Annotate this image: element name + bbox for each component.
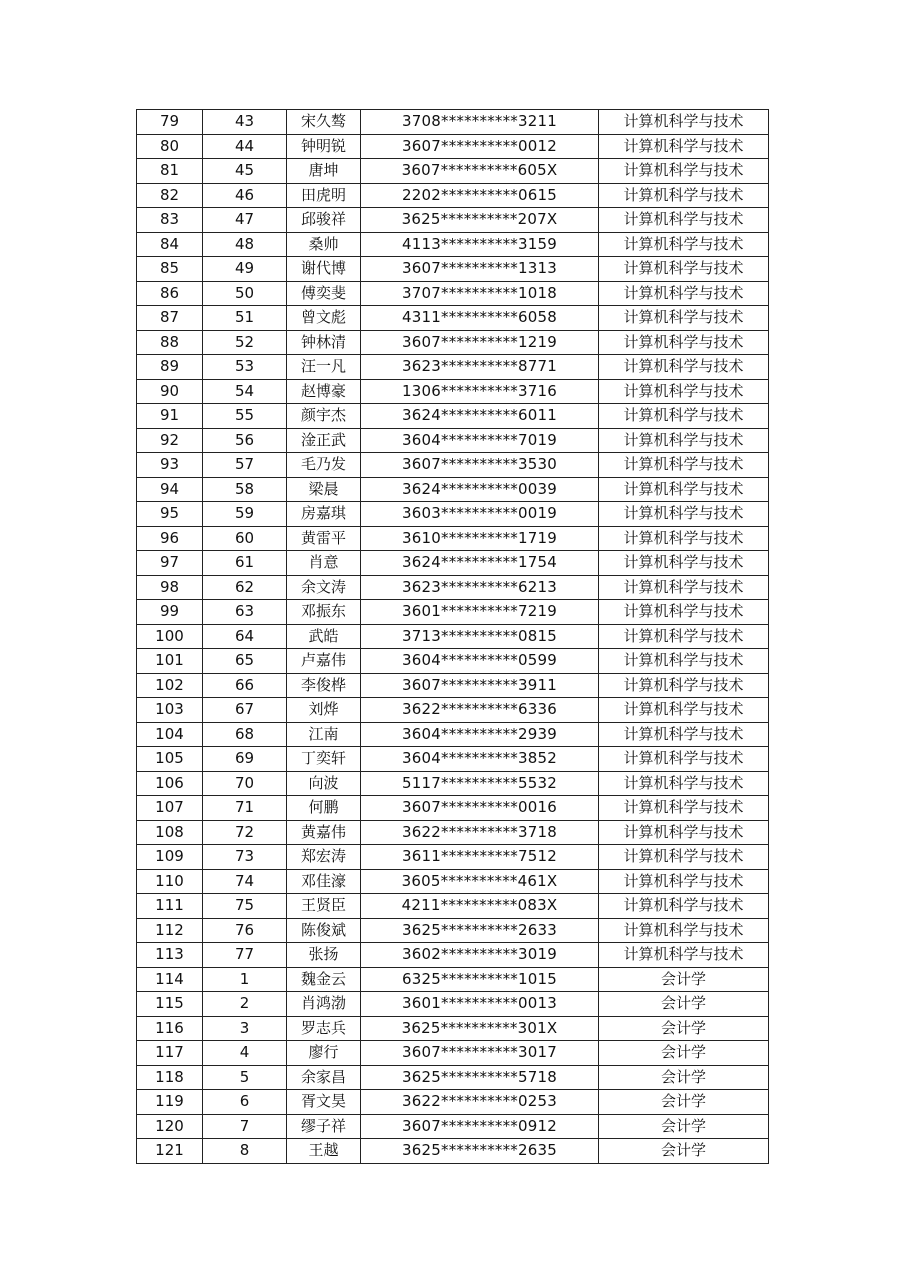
table-row [137,281,769,306]
cell-class-number: 69 [203,747,287,772]
cell-major: 计算机科学与技术 [599,771,769,796]
cell-class-number: 76 [203,918,287,943]
cell-class-number: 65 [203,649,287,674]
table-row [137,820,769,845]
cell-student-name: 廖行 [287,1041,361,1066]
cell-id-number: 3707**********1018 [361,281,599,306]
cell-sequence: 103 [137,698,203,723]
cell-sequence: 101 [137,649,203,674]
cell-student-name: 卢嘉伟 [287,649,361,674]
cell-class-number: 55 [203,404,287,429]
cell-major: 计算机科学与技术 [599,943,769,968]
cell-student-name: 江南 [287,722,361,747]
table-row [137,551,769,576]
cell-id-number: 3625**********2633 [361,918,599,943]
table-row [137,477,769,502]
cell-student-name: 肖意 [287,551,361,576]
cell-major: 计算机科学与技术 [599,183,769,208]
cell-class-number: 54 [203,379,287,404]
cell-id-number: 3623**********8771 [361,355,599,380]
cell-id-number: 2202**********0615 [361,183,599,208]
cell-class-number: 1 [203,967,287,992]
table-row [137,232,769,257]
cell-student-name: 胥文昊 [287,1090,361,1115]
table-row [137,183,769,208]
cell-id-number: 3625**********5718 [361,1065,599,1090]
cell-id-number: 4211**********083X [361,894,599,919]
cell-sequence: 84 [137,232,203,257]
cell-sequence: 115 [137,992,203,1017]
cell-sequence: 102 [137,673,203,698]
cell-student-name: 曾文彪 [287,306,361,331]
cell-class-number: 53 [203,355,287,380]
cell-major: 计算机科学与技术 [599,502,769,527]
cell-major: 计算机科学与技术 [599,918,769,943]
table-row [137,208,769,233]
cell-id-number: 4311**********6058 [361,306,599,331]
cell-class-number: 46 [203,183,287,208]
cell-major: 计算机科学与技术 [599,747,769,772]
cell-student-name: 肖鸿渤 [287,992,361,1017]
cell-id-number: 3607**********0912 [361,1114,599,1139]
cell-student-name: 颜宇杰 [287,404,361,429]
cell-id-number: 3611**********7512 [361,845,599,870]
cell-class-number: 50 [203,281,287,306]
cell-class-number: 73 [203,845,287,870]
cell-major: 会计学 [599,1065,769,1090]
cell-class-number: 57 [203,453,287,478]
cell-id-number: 3603**********0019 [361,502,599,527]
cell-student-name: 谢代博 [287,257,361,282]
cell-class-number: 61 [203,551,287,576]
cell-major: 计算机科学与技术 [599,330,769,355]
cell-sequence: 95 [137,502,203,527]
cell-class-number: 52 [203,330,287,355]
cell-class-number: 49 [203,257,287,282]
cell-id-number: 3624**********1754 [361,551,599,576]
table-row [137,845,769,870]
cell-student-name: 武皓 [287,624,361,649]
cell-student-name: 房嘉琪 [287,502,361,527]
table-row [137,1065,769,1090]
cell-id-number: 3624**********0039 [361,477,599,502]
cell-major: 计算机科学与技术 [599,306,769,331]
table-row [137,649,769,674]
cell-student-name: 黄嘉伟 [287,820,361,845]
cell-id-number: 3622**********0253 [361,1090,599,1115]
cell-id-number: 3607**********3530 [361,453,599,478]
table-row [137,526,769,551]
cell-class-number: 64 [203,624,287,649]
cell-major: 计算机科学与技术 [599,208,769,233]
cell-class-number: 66 [203,673,287,698]
cell-sequence: 79 [137,110,203,135]
cell-student-name: 陈俊斌 [287,918,361,943]
cell-sequence: 105 [137,747,203,772]
cell-major: 计算机科学与技术 [599,869,769,894]
cell-id-number: 3601**********0013 [361,992,599,1017]
cell-sequence: 121 [137,1139,203,1164]
cell-student-name: 邓佳濠 [287,869,361,894]
cell-major: 计算机科学与技术 [599,894,769,919]
table-row [137,306,769,331]
cell-student-name: 刘烨 [287,698,361,723]
cell-class-number: 44 [203,134,287,159]
cell-student-name: 余文涛 [287,575,361,600]
cell-id-number: 3607**********3911 [361,673,599,698]
cell-student-name: 傅奕斐 [287,281,361,306]
cell-student-name: 缪子祥 [287,1114,361,1139]
cell-student-name: 邱骏祥 [287,208,361,233]
table-row [137,575,769,600]
cell-id-number: 3623**********6213 [361,575,599,600]
cell-major: 计算机科学与技术 [599,551,769,576]
cell-id-number: 3607**********605X [361,159,599,184]
cell-id-number: 3625**********301X [361,1016,599,1041]
cell-student-name: 郑宏涛 [287,845,361,870]
cell-sequence: 100 [137,624,203,649]
cell-class-number: 60 [203,526,287,551]
cell-sequence: 87 [137,306,203,331]
cell-class-number: 4 [203,1041,287,1066]
cell-major: 计算机科学与技术 [599,820,769,845]
cell-id-number: 3607**********0016 [361,796,599,821]
cell-student-name: 桑帅 [287,232,361,257]
table-row [137,404,769,429]
cell-class-number: 5 [203,1065,287,1090]
table-row [137,747,769,772]
table-row [137,1016,769,1041]
cell-sequence: 91 [137,404,203,429]
cell-id-number: 3625**********207X [361,208,599,233]
cell-sequence: 81 [137,159,203,184]
cell-sequence: 98 [137,575,203,600]
table-row [137,624,769,649]
cell-major: 计算机科学与技术 [599,796,769,821]
cell-id-number: 3713**********0815 [361,624,599,649]
cell-student-name: 钟明锐 [287,134,361,159]
cell-sequence: 88 [137,330,203,355]
cell-class-number: 47 [203,208,287,233]
cell-class-number: 51 [203,306,287,331]
cell-id-number: 3607**********1313 [361,257,599,282]
cell-id-number: 5117**********5532 [361,771,599,796]
cell-class-number: 74 [203,869,287,894]
cell-major: 计算机科学与技术 [599,257,769,282]
cell-student-name: 王贤臣 [287,894,361,919]
cell-class-number: 48 [203,232,287,257]
cell-major: 会计学 [599,1114,769,1139]
cell-major: 计算机科学与技术 [599,159,769,184]
table-row [137,159,769,184]
cell-major: 计算机科学与技术 [599,526,769,551]
table-row [137,453,769,478]
cell-id-number: 3604**********3852 [361,747,599,772]
cell-student-name: 魏金云 [287,967,361,992]
cell-major: 计算机科学与技术 [599,453,769,478]
cell-id-number: 3604**********7019 [361,428,599,453]
cell-sequence: 116 [137,1016,203,1041]
cell-id-number: 3607**********0012 [361,134,599,159]
cell-class-number: 43 [203,110,287,135]
cell-major: 计算机科学与技术 [599,355,769,380]
cell-id-number: 3604**********2939 [361,722,599,747]
table-row [137,502,769,527]
cell-major: 会计学 [599,1139,769,1164]
cell-major: 计算机科学与技术 [599,232,769,257]
cell-class-number: 58 [203,477,287,502]
cell-major: 计算机科学与技术 [599,673,769,698]
cell-student-name: 钟林清 [287,330,361,355]
cell-major: 计算机科学与技术 [599,428,769,453]
cell-major: 计算机科学与技术 [599,134,769,159]
cell-major: 计算机科学与技术 [599,698,769,723]
table-row [137,771,769,796]
cell-sequence: 82 [137,183,203,208]
cell-sequence: 108 [137,820,203,845]
table-row [137,869,769,894]
cell-class-number: 2 [203,992,287,1017]
table-row [137,110,769,135]
cell-sequence: 80 [137,134,203,159]
cell-major: 会计学 [599,1016,769,1041]
cell-major: 计算机科学与技术 [599,600,769,625]
cell-student-name: 张扬 [287,943,361,968]
table-row [137,992,769,1017]
cell-sequence: 99 [137,600,203,625]
roster-table [136,109,769,1164]
table-row [137,967,769,992]
cell-class-number: 59 [203,502,287,527]
cell-major: 计算机科学与技术 [599,575,769,600]
cell-sequence: 104 [137,722,203,747]
cell-student-name: 向波 [287,771,361,796]
table-row [137,918,769,943]
table-row [137,1090,769,1115]
table-row [137,943,769,968]
table-row [137,1114,769,1139]
cell-sequence: 86 [137,281,203,306]
cell-sequence: 106 [137,771,203,796]
cell-student-name: 淦正武 [287,428,361,453]
cell-sequence: 118 [137,1065,203,1090]
cell-class-number: 68 [203,722,287,747]
cell-sequence: 114 [137,967,203,992]
cell-sequence: 83 [137,208,203,233]
cell-sequence: 119 [137,1090,203,1115]
table-row [137,1041,769,1066]
cell-major: 会计学 [599,1041,769,1066]
cell-id-number: 6325**********1015 [361,967,599,992]
table-row [137,1139,769,1164]
cell-class-number: 71 [203,796,287,821]
cell-id-number: 3601**********7219 [361,600,599,625]
cell-class-number: 3 [203,1016,287,1041]
cell-class-number: 77 [203,943,287,968]
cell-major: 计算机科学与技术 [599,722,769,747]
roster-sheet [136,109,769,1164]
cell-major: 计算机科学与技术 [599,477,769,502]
cell-sequence: 113 [137,943,203,968]
cell-sequence: 89 [137,355,203,380]
cell-class-number: 6 [203,1090,287,1115]
cell-student-name: 罗志兵 [287,1016,361,1041]
cell-student-name: 何鹏 [287,796,361,821]
table-row [137,355,769,380]
cell-class-number: 67 [203,698,287,723]
cell-student-name: 赵博豪 [287,379,361,404]
cell-id-number: 3624**********6011 [361,404,599,429]
cell-student-name: 王越 [287,1139,361,1164]
cell-major: 计算机科学与技术 [599,379,769,404]
cell-sequence: 112 [137,918,203,943]
cell-student-name: 梁晨 [287,477,361,502]
cell-id-number: 1306**********3716 [361,379,599,404]
cell-major: 计算机科学与技术 [599,281,769,306]
cell-sequence: 107 [137,796,203,821]
table-row [137,379,769,404]
table-row [137,698,769,723]
cell-id-number: 3607**********1219 [361,330,599,355]
cell-sequence: 111 [137,894,203,919]
cell-class-number: 7 [203,1114,287,1139]
table-row [137,330,769,355]
cell-id-number: 4113**********3159 [361,232,599,257]
cell-student-name: 邓振东 [287,600,361,625]
cell-id-number: 3622**********6336 [361,698,599,723]
cell-student-name: 唐坤 [287,159,361,184]
cell-id-number: 3625**********2635 [361,1139,599,1164]
cell-class-number: 63 [203,600,287,625]
cell-student-name: 丁奕轩 [287,747,361,772]
cell-major: 会计学 [599,992,769,1017]
cell-sequence: 109 [137,845,203,870]
cell-class-number: 8 [203,1139,287,1164]
cell-major: 计算机科学与技术 [599,845,769,870]
cell-id-number: 3605**********461X [361,869,599,894]
cell-sequence: 117 [137,1041,203,1066]
roster-table-body [137,110,769,1164]
cell-student-name: 毛乃发 [287,453,361,478]
table-row [137,894,769,919]
cell-sequence: 110 [137,869,203,894]
cell-sequence: 120 [137,1114,203,1139]
cell-sequence: 93 [137,453,203,478]
cell-class-number: 45 [203,159,287,184]
cell-class-number: 75 [203,894,287,919]
cell-student-name: 宋久骜 [287,110,361,135]
table-row [137,134,769,159]
cell-student-name: 余家昌 [287,1065,361,1090]
cell-major: 计算机科学与技术 [599,404,769,429]
table-row [137,673,769,698]
table-row [137,722,769,747]
cell-id-number: 3610**********1719 [361,526,599,551]
cell-id-number: 3622**********3718 [361,820,599,845]
table-row [137,600,769,625]
cell-student-name: 汪一凡 [287,355,361,380]
cell-major: 计算机科学与技术 [599,110,769,135]
table-row [137,257,769,282]
cell-major: 计算机科学与技术 [599,649,769,674]
cell-id-number: 3604**********0599 [361,649,599,674]
cell-student-name: 李俊桦 [287,673,361,698]
cell-student-name: 黄雷平 [287,526,361,551]
cell-class-number: 72 [203,820,287,845]
cell-major: 计算机科学与技术 [599,624,769,649]
cell-sequence: 96 [137,526,203,551]
cell-sequence: 85 [137,257,203,282]
cell-student-name: 田虎明 [287,183,361,208]
table-row [137,796,769,821]
cell-major: 会计学 [599,967,769,992]
cell-sequence: 94 [137,477,203,502]
cell-sequence: 90 [137,379,203,404]
cell-id-number: 3602**********3019 [361,943,599,968]
cell-class-number: 70 [203,771,287,796]
cell-major: 会计学 [599,1090,769,1115]
cell-id-number: 3708**********3211 [361,110,599,135]
cell-sequence: 92 [137,428,203,453]
cell-sequence: 97 [137,551,203,576]
cell-id-number: 3607**********3017 [361,1041,599,1066]
table-row [137,428,769,453]
cell-class-number: 62 [203,575,287,600]
cell-class-number: 56 [203,428,287,453]
